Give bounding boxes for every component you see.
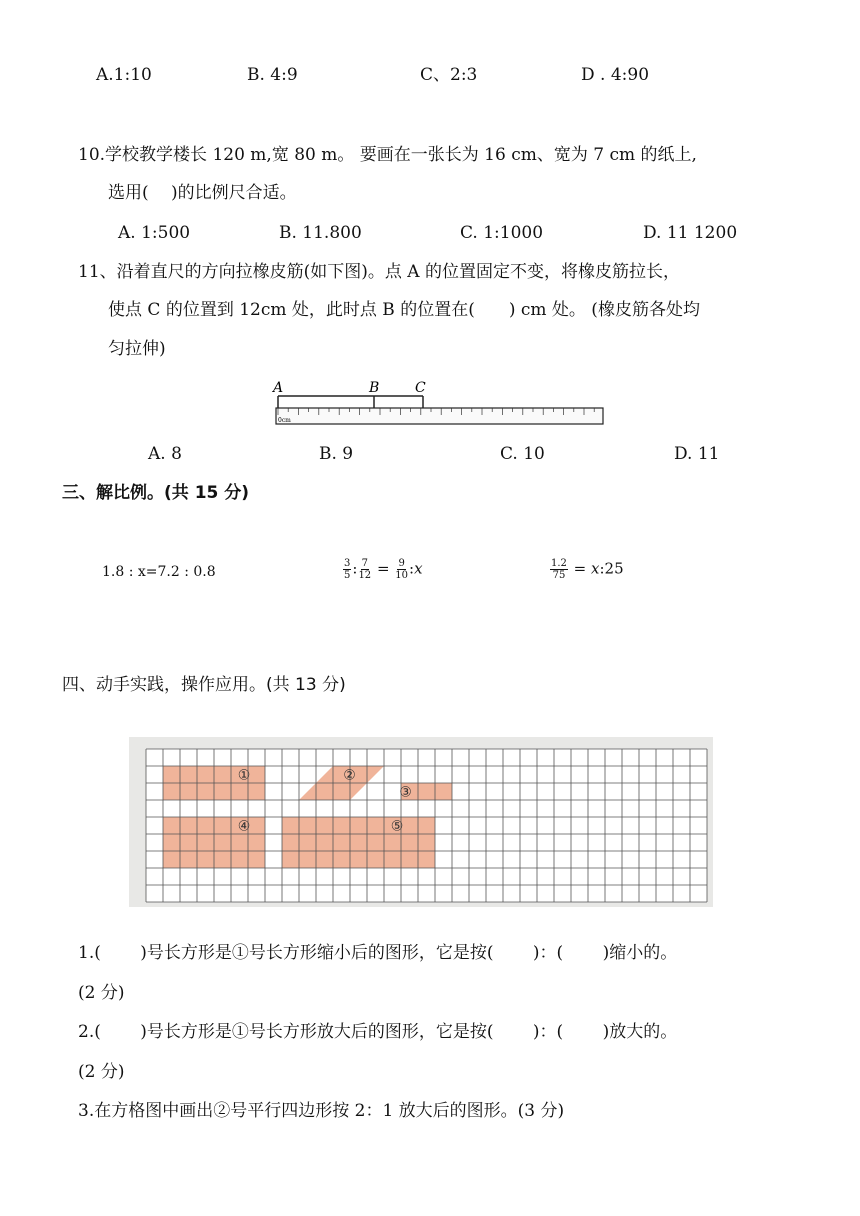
equation-2: $\frac{3}{5}$ : $\frac{7}{12}$ = $\frac{9}{10}$ :x (344, 558, 423, 581)
q9-option-b: B. 4:9 (247, 65, 298, 85)
q10-text-line2: 选用( )的比例尺合适。 (108, 183, 297, 203)
equation-3: $\frac{1.2}{75}$ = x:25 (551, 558, 624, 581)
shape-label-1: ① (237, 767, 251, 784)
q11-text-line3: 匀拉伸) (108, 339, 166, 359)
q10-text-line1: 10.学校教学楼长 120 m,宽 80 m。 要画在一张长为 16 cm、宽为 7 cm 的纸上, (78, 145, 697, 165)
point-label-c: C (415, 380, 426, 396)
section4-q2-line1: 2.( )号长方形是①号长方形放大后的图形，它是按( )：( )放大的。 (78, 1022, 678, 1042)
q11-option-d: D. 11 (674, 444, 720, 464)
section4-q2-line2: (2 分) (78, 1062, 125, 1082)
q9-option-c: C、2:3 (420, 65, 478, 85)
shape-label-4: ④ (237, 818, 251, 835)
q10-option-a: A. 1:500 (118, 223, 191, 243)
section3-title: 三、解比例。(共 15 分) (62, 483, 250, 503)
shape-label-3: ③ (399, 784, 412, 801)
q9-option-d: D . 4:90 (581, 65, 650, 85)
ruler-body (276, 408, 603, 424)
shape-label-2: ② (343, 767, 356, 784)
ruler-zero-label: 0cm (278, 417, 291, 424)
shape-5-rectangle (282, 817, 435, 868)
section4-q3-line1: 3.在方格图中画出②号平行四边形按 2：1 放大后的图形。(3 分) (78, 1101, 565, 1121)
section4-q1-line2: (2 分) (78, 983, 125, 1003)
ruler-figure (268, 376, 608, 428)
point-label-a: A (273, 380, 284, 396)
q11-text-line1: 11、沿着直尺的方向拉橡皮筋(如下图)。点 A 的位置固定不变，将橡皮筋拉长， (78, 262, 680, 282)
equation-1: 1.8 : x=7.2 : 0.8 (102, 564, 216, 580)
q11-option-b: B. 9 (319, 444, 354, 464)
q10-option-c: C. 1:1000 (460, 223, 544, 243)
q11-text-line2: 使点 C 的位置到 12cm 处，此时点 B 的位置在( ) cm 处。 (橡皮筋各处均 (108, 300, 700, 320)
q9-option-a: A.1:10 (96, 65, 152, 85)
point-label-b: B (369, 380, 380, 396)
q11-option-c: C. 10 (500, 444, 545, 464)
q10-option-d: D. 11 1200 (643, 223, 738, 243)
q10-option-b: B. 11.800 (279, 223, 362, 243)
section4-q1-line1: 1.( )号长方形是①号长方形缩小后的图形，它是按( )：( )缩小的。 (78, 943, 678, 963)
q11-option-a: A. 8 (148, 444, 182, 464)
section4-title: 四、动手实践，操作应用。(共 13 分) (62, 675, 346, 695)
shape-label-5: ⑤ (390, 818, 404, 835)
grid-figure (129, 737, 713, 907)
